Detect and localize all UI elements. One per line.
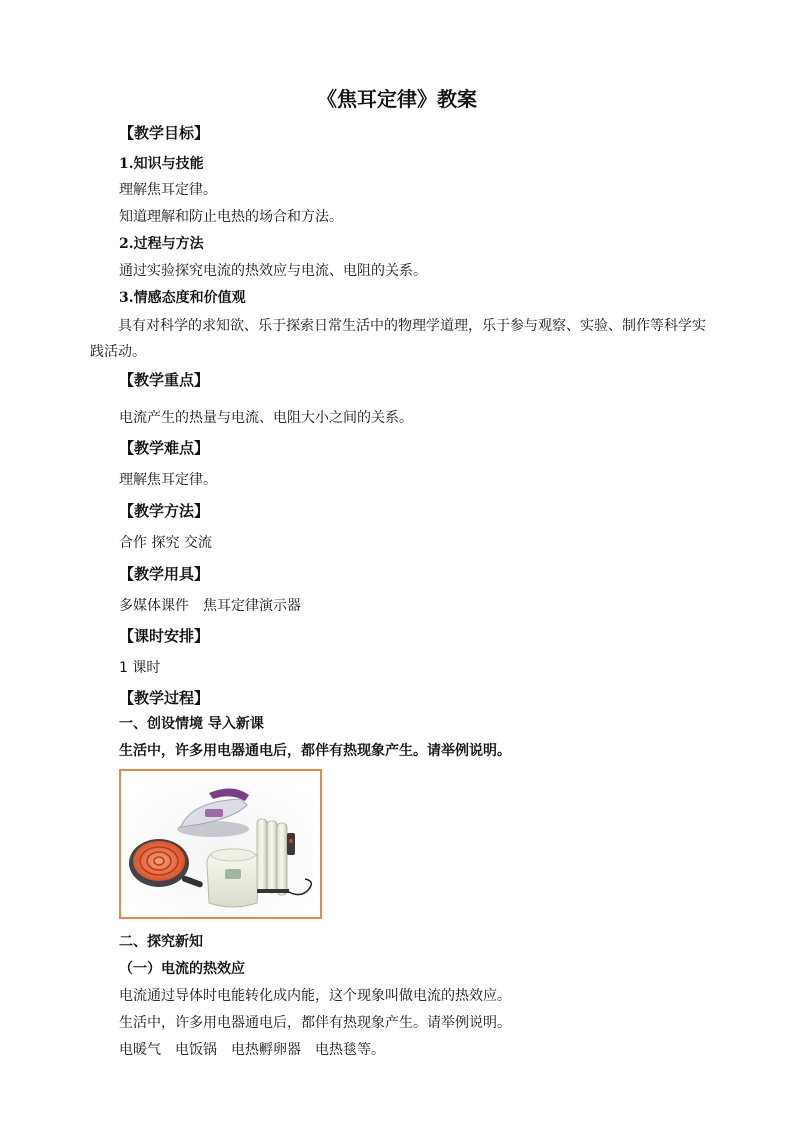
text-line: 通过实验探究电流的热效应与电流、电阻的关系。 [119, 263, 427, 279]
text-line: 知道理解和防止电热的场合和方法。 [119, 209, 343, 225]
subheading-process: 2.过程与方法 [119, 236, 204, 252]
text-line: 电流产生的热量与电流、电阻大小之间的关系。 [119, 410, 413, 426]
subheading-knowledge: 1.知识与技能 [119, 156, 204, 172]
subheading-attitude: 3.情感态度和价值观 [119, 290, 246, 306]
text-line: 多媒体课件 焦耳定律演示器 [119, 598, 301, 614]
text-line: 理解焦耳定律。 [119, 182, 217, 198]
text-line: 1 课时 [119, 660, 161, 676]
text-line: 电暖气 电饭锅 电热孵卵器 电热毯等。 [119, 1042, 385, 1058]
heading-difficult-points: 【教学难点】 [119, 439, 210, 457]
subsection-heading-heat-effect: （一）电流的热效应 [119, 961, 245, 977]
text-line: 合作 探究 交流 [119, 535, 212, 551]
page-title: 《焦耳定律》教案 [317, 87, 477, 111]
section-heading-intro: 一、创设情境 导入新课 [119, 716, 264, 732]
heading-tools: 【教学用具】 [119, 565, 210, 583]
heading-process: 【教学过程】 [119, 689, 210, 707]
text-line: 理解焦耳定律。 [119, 472, 217, 488]
rice-cooker-icon [207, 849, 259, 907]
section-heading-explore: 二、探究新知 [119, 934, 203, 950]
text-line: 电流通过导体时电能转化成内能，这个现象叫做电流的热效应。 [119, 988, 511, 1004]
heading-schedule: 【课时安排】 [119, 627, 210, 645]
appliances-illustration [121, 771, 320, 917]
appliances-image [119, 769, 322, 919]
intro-question: 生活中，许多用电器通电后，都伴有热现象产生。请举例说明。 [119, 743, 511, 759]
paragraph-attitude: 具有对科学的求知欲、乐于探索日常生活中的物理学道理，乐于参与观察、实验、制作等科学实践活动。 [90, 318, 706, 360]
heading-key-points: 【教学重点】 [119, 371, 210, 389]
text-line: 生活中，许多用电器通电后，都伴有热现象产生。请举例说明。 [119, 1015, 511, 1031]
heading-objectives: 【教学目标】 [119, 124, 210, 142]
heading-methods: 【教学方法】 [119, 502, 210, 520]
